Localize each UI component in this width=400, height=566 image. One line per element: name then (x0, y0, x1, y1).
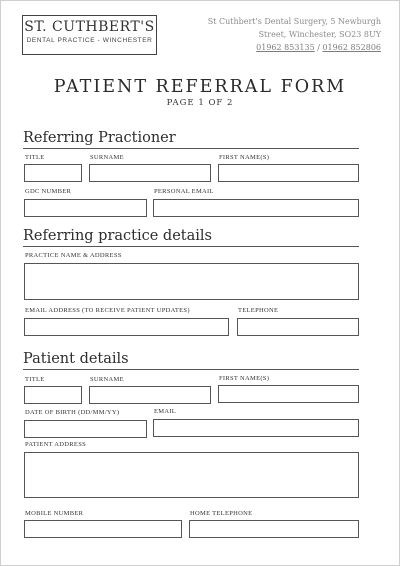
practitioner-firstname-input[interactable] (218, 164, 359, 182)
label-practitioner-title: TITLE (25, 154, 45, 161)
label-patient-surname: SURNAME (90, 376, 124, 383)
label-personal-email: PERSONAL EMAIL (154, 188, 214, 195)
practitioner-surname-input[interactable] (89, 164, 211, 182)
home-telephone-input[interactable] (189, 520, 359, 538)
practice-address (159, 15, 381, 54)
logo-name: ST. CUTHBERT'S (24, 19, 155, 35)
phone-numbers (159, 41, 381, 54)
section-heading-practitioner: Referring Practioner (23, 129, 359, 149)
patient-email-input[interactable] (153, 419, 359, 437)
logo-tagline: DENTAL PRACTICE - WINCHESTER (26, 37, 153, 44)
form-title: PATIENT REFERRAL FORM (53, 77, 347, 97)
phone-1: 01962 853135 (256, 43, 315, 52)
patient-title-input[interactable] (24, 386, 82, 404)
patient-firstname-input[interactable] (218, 385, 359, 403)
mobile-number-input[interactable] (24, 520, 182, 538)
label-patient-firstname: FIRST NAME(S) (219, 375, 270, 382)
label-patient-title: TITLE (25, 376, 45, 383)
practice-email-input[interactable] (24, 318, 229, 336)
practice-telephone-input[interactable] (237, 318, 359, 336)
page-indicator: PAGE 1 OF 2 (166, 98, 234, 108)
label-practitioner-surname: SURNAME (90, 154, 124, 161)
label-practice-name-address: PRACTICE NAME & ADDRESS (25, 252, 122, 259)
label-practice-email: EMAIL ADDRESS (TO RECEIVE PATIENT UPDATES) (25, 307, 190, 314)
label-mobile-number: MOBILE NUMBER (25, 510, 84, 517)
patient-address-input[interactable] (24, 452, 359, 498)
practice-name-address-input[interactable] (24, 263, 359, 300)
label-gdc-number: GDC NUMBER (25, 188, 72, 195)
practitioner-title-input[interactable] (24, 164, 82, 182)
address-line-2: Street, Winchester, SO23 8UY (258, 30, 381, 39)
phone-separator: / (314, 43, 323, 52)
section-heading-patient: Patient details (23, 350, 359, 370)
date-of-birth-input[interactable] (24, 420, 147, 438)
patient-surname-input[interactable] (89, 386, 211, 404)
label-patient-email: EMAIL (154, 408, 177, 415)
label-practitioner-firstname: FIRST NAME(S) (219, 154, 270, 161)
section-heading-practice: Referring practice details (23, 227, 359, 247)
label-practice-telephone: TELEPHONE (238, 307, 279, 314)
phone-2: 01962 852806 (322, 43, 381, 52)
gdc-number-input[interactable] (24, 199, 147, 217)
practice-logo (22, 15, 157, 55)
label-date-of-birth: DATE OF BIRTH (DD/MM/YY) (25, 409, 120, 416)
address-line-1: St Cuthbert's Dental Surgery, 5 Newburgh (207, 17, 381, 26)
personal-email-input[interactable] (153, 199, 359, 217)
label-patient-address: PATIENT ADDRESS (25, 441, 87, 448)
label-home-telephone: HOME TELEPHONE (190, 510, 253, 517)
